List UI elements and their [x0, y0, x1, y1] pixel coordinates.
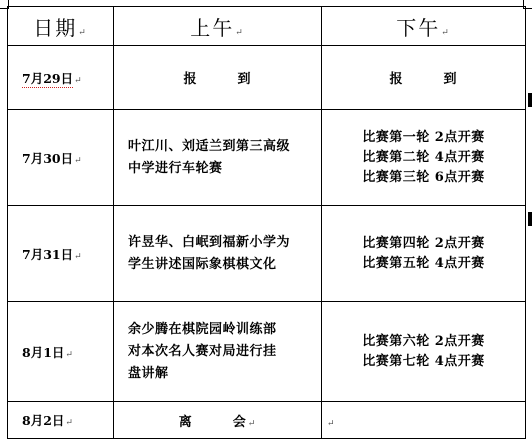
- morning-cell: [114, 110, 322, 206]
- paragraph-mark: ↵: [74, 75, 82, 86]
- round-line: 比赛第六轮 2点开赛: [362, 333, 485, 349]
- header-afternoon-label: 下午: [396, 15, 441, 40]
- afternoon-cell: [322, 206, 526, 302]
- date-text: 8月2日: [22, 413, 65, 428]
- date-cell: [8, 110, 114, 206]
- header-morning-label: 上午: [190, 15, 235, 40]
- table-header-row: [8, 7, 526, 46]
- header-cell-date: [8, 7, 114, 46]
- date-cell: [8, 46, 114, 110]
- afternoon-cell: [322, 302, 526, 402]
- header-date-label: 日期: [33, 15, 78, 40]
- morning-line: 许昱华、白岷到福新小学为: [128, 234, 291, 250]
- morning-line: 盘讲解: [128, 365, 169, 381]
- round-line: 比赛第二轮 4点开赛: [362, 149, 485, 165]
- schedule-table: [7, 6, 526, 439]
- date-cell: [8, 402, 114, 439]
- afternoon-cell: [322, 402, 526, 439]
- table-row: [8, 206, 526, 302]
- paragraph-mark: ↵: [74, 155, 82, 166]
- date-text: 8月1日: [22, 344, 65, 360]
- round-line: 比赛第七轮 4点开赛: [362, 353, 485, 369]
- table-row: [8, 402, 526, 439]
- morning-line: 中学进行车轮赛: [128, 160, 223, 176]
- header-cell-afternoon: [322, 7, 526, 46]
- paragraph-mark: ↵: [327, 418, 335, 429]
- round-line: 比赛第五轮 4点开赛: [362, 255, 485, 271]
- paragraph-mark: ↵: [78, 27, 88, 38]
- morning-line: 对本次名人赛对局进行挂: [128, 343, 277, 359]
- morning-line: 叶江川、刘适兰到第三高级: [128, 138, 291, 154]
- paragraph-mark: ↵: [235, 27, 245, 38]
- table-row: [8, 302, 526, 402]
- paragraph-mark: ↵: [247, 418, 257, 429]
- margin-marker: [528, 93, 532, 107]
- morning-cell: [114, 302, 322, 402]
- table-row: [8, 46, 526, 110]
- morning-text-part: 报: [183, 72, 198, 87]
- morning-text-part: 会: [232, 414, 247, 430]
- table-row: [8, 110, 526, 206]
- header-cell-morning: [114, 7, 322, 46]
- morning-cell: [114, 46, 322, 110]
- afternoon-text-part: 到: [443, 72, 458, 87]
- date-text: 7月30日: [22, 150, 74, 166]
- round-line: 比赛第三轮 6点开赛: [362, 169, 485, 185]
- round-line: 比赛第一轮 2点开赛: [362, 129, 485, 145]
- morning-text-part: 到: [237, 72, 252, 87]
- morning-line: 学生讲述国际象棋棋文化: [128, 256, 277, 272]
- morning-cell: [114, 206, 322, 302]
- paragraph-mark: ↵: [441, 27, 451, 38]
- date-cell: [8, 206, 114, 302]
- morning-text-part: 离: [178, 414, 193, 430]
- round-line: 比赛第四轮 2点开赛: [362, 235, 485, 251]
- afternoon-cell: [322, 110, 526, 206]
- afternoon-text-part: 报: [389, 72, 404, 87]
- date-text: 7月29日: [22, 70, 74, 86]
- paragraph-mark: ↵: [65, 349, 73, 360]
- morning-line: 余少腾在棋院园岭训练部: [128, 321, 277, 337]
- paragraph-mark: ↵: [74, 251, 82, 262]
- date-text: 7月31日: [22, 246, 74, 262]
- afternoon-cell: [322, 46, 526, 110]
- paragraph-mark: ↵: [65, 418, 73, 428]
- margin-marker: [528, 212, 532, 226]
- morning-cell: [114, 402, 322, 439]
- date-cell: [8, 302, 114, 402]
